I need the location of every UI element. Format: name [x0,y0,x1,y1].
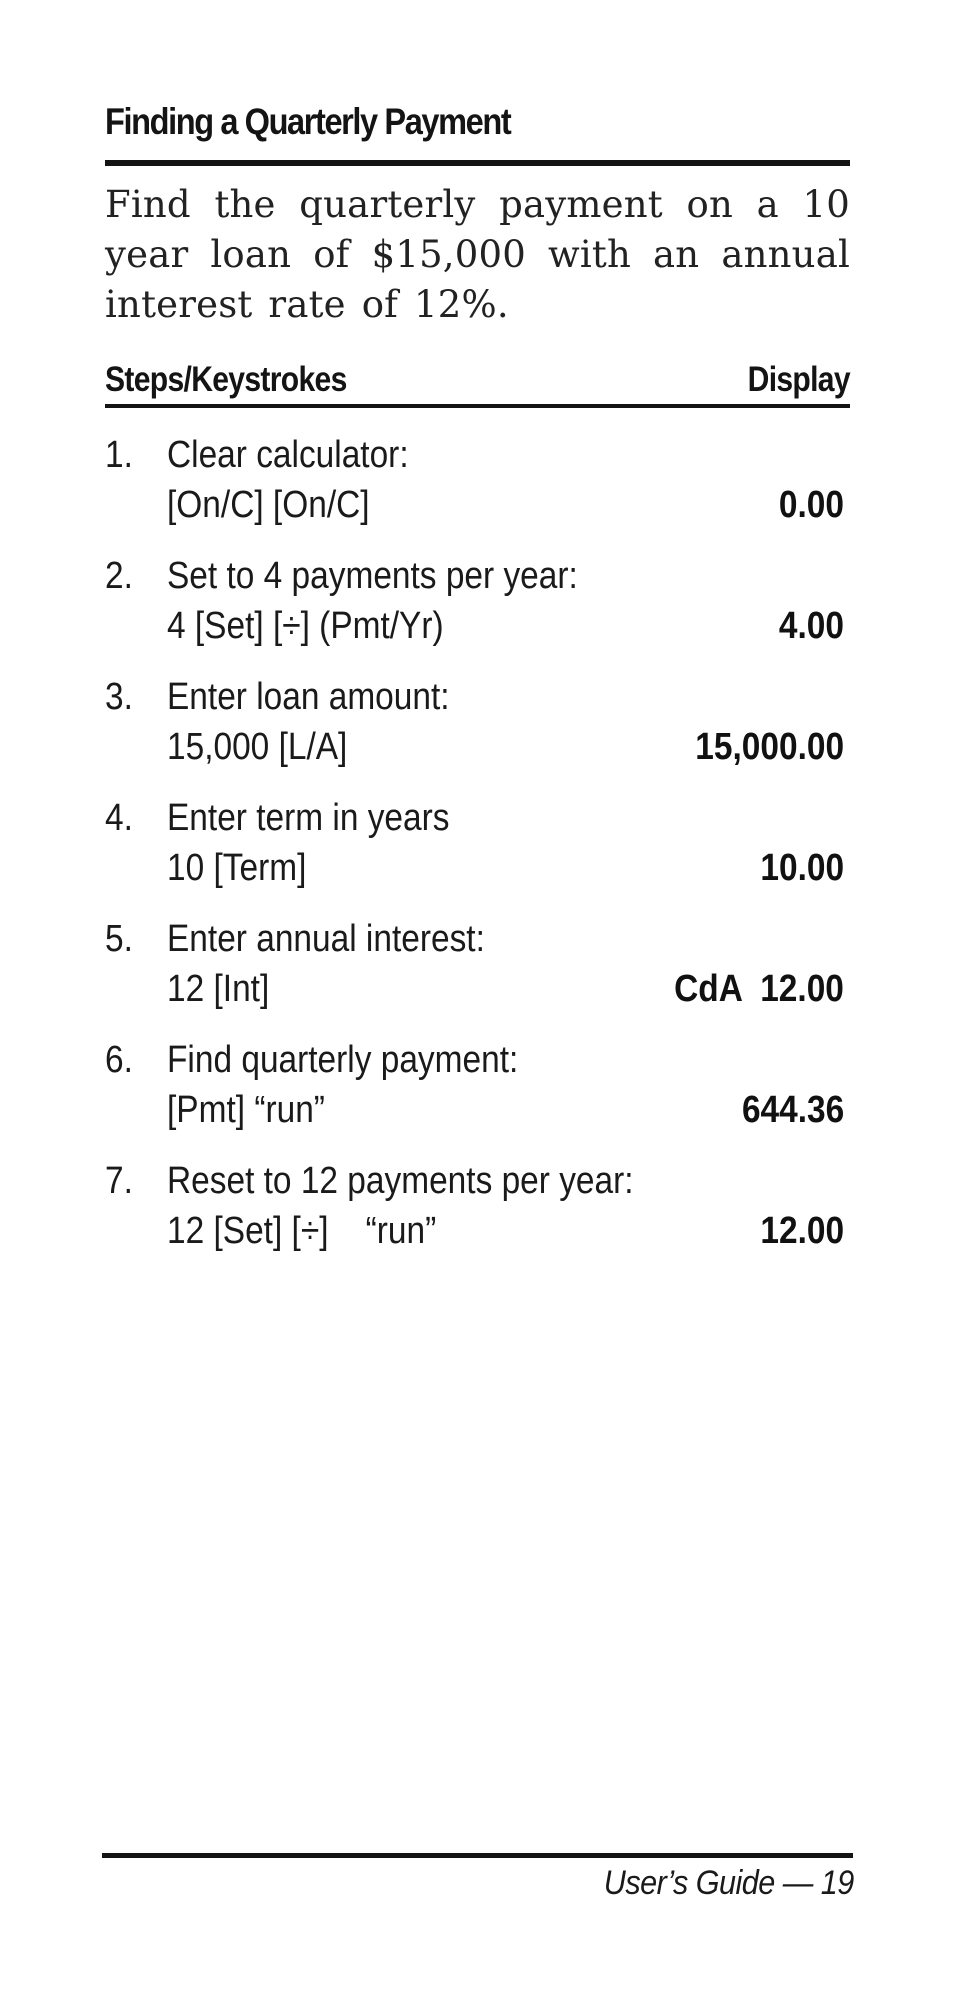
step-display-value: CdA 12.00 [674,968,844,1010]
step-keystrokes: 15,000 [L/A] [167,726,348,768]
step-display-value: 10.00 [760,847,844,889]
step-keystrokes: [On/C] [On/C] [167,484,370,526]
step-number: 6. [105,1039,133,1081]
step-keystrokes: 4 [Set] [÷] (Pmt/Yr) [167,605,444,647]
step-description: Clear calculator: [167,434,409,476]
step-number: 1. [105,434,133,476]
intro-paragraph: Find the quarterly payment on a 10 year loan of $15,000 with an annual interest rate of 12%. [105,183,850,326]
step-description: Set to 4 payments per year: [167,555,578,597]
steps-table-header [105,360,850,404]
step-display-value: 15,000.00 [695,726,844,768]
step-description: Find quarterly payment: [167,1039,519,1081]
title-divider [105,160,850,166]
step-number: 3. [105,676,133,718]
header-divider [105,404,850,408]
step-keystrokes: 12 [Set] [÷] “run” [167,1210,437,1252]
step-row-5 [105,914,850,1035]
steps-list [105,430,850,1277]
step-display-value: 644.36 [741,1089,844,1131]
step-number: 4. [105,797,133,839]
step-description: Reset to 12 payments per year: [167,1160,634,1202]
step-row-4 [105,793,850,914]
footer-divider [102,1853,853,1858]
step-description: Enter term in years [167,797,450,839]
step-row-1 [105,430,850,551]
step-number: 7. [105,1160,133,1202]
column-header-display: Display [747,360,850,399]
step-display-value: 4.00 [778,605,844,647]
step-display-value: 12.00 [760,1210,844,1252]
column-header-steps: Steps/Keystrokes [105,360,347,399]
step-row-3 [105,672,850,793]
step-number: 5. [105,918,133,960]
page-footer: User’s Guide — 19 [604,1864,854,1902]
step-keystrokes: [Pmt] “run” [167,1089,325,1131]
step-display-value: 0.00 [778,484,844,526]
step-keystrokes: 10 [Term] [167,847,307,889]
step-keystrokes: 12 [Int] [167,968,270,1010]
section-title: Finding a Quarterly Payment [105,101,511,142]
step-description: Enter loan amount: [167,676,450,718]
manual-page [105,0,854,2009]
step-row-7 [105,1156,850,1277]
step-row-2 [105,551,850,672]
step-number: 2. [105,555,133,597]
step-description: Enter annual interest: [167,918,485,960]
step-row-6 [105,1035,850,1156]
